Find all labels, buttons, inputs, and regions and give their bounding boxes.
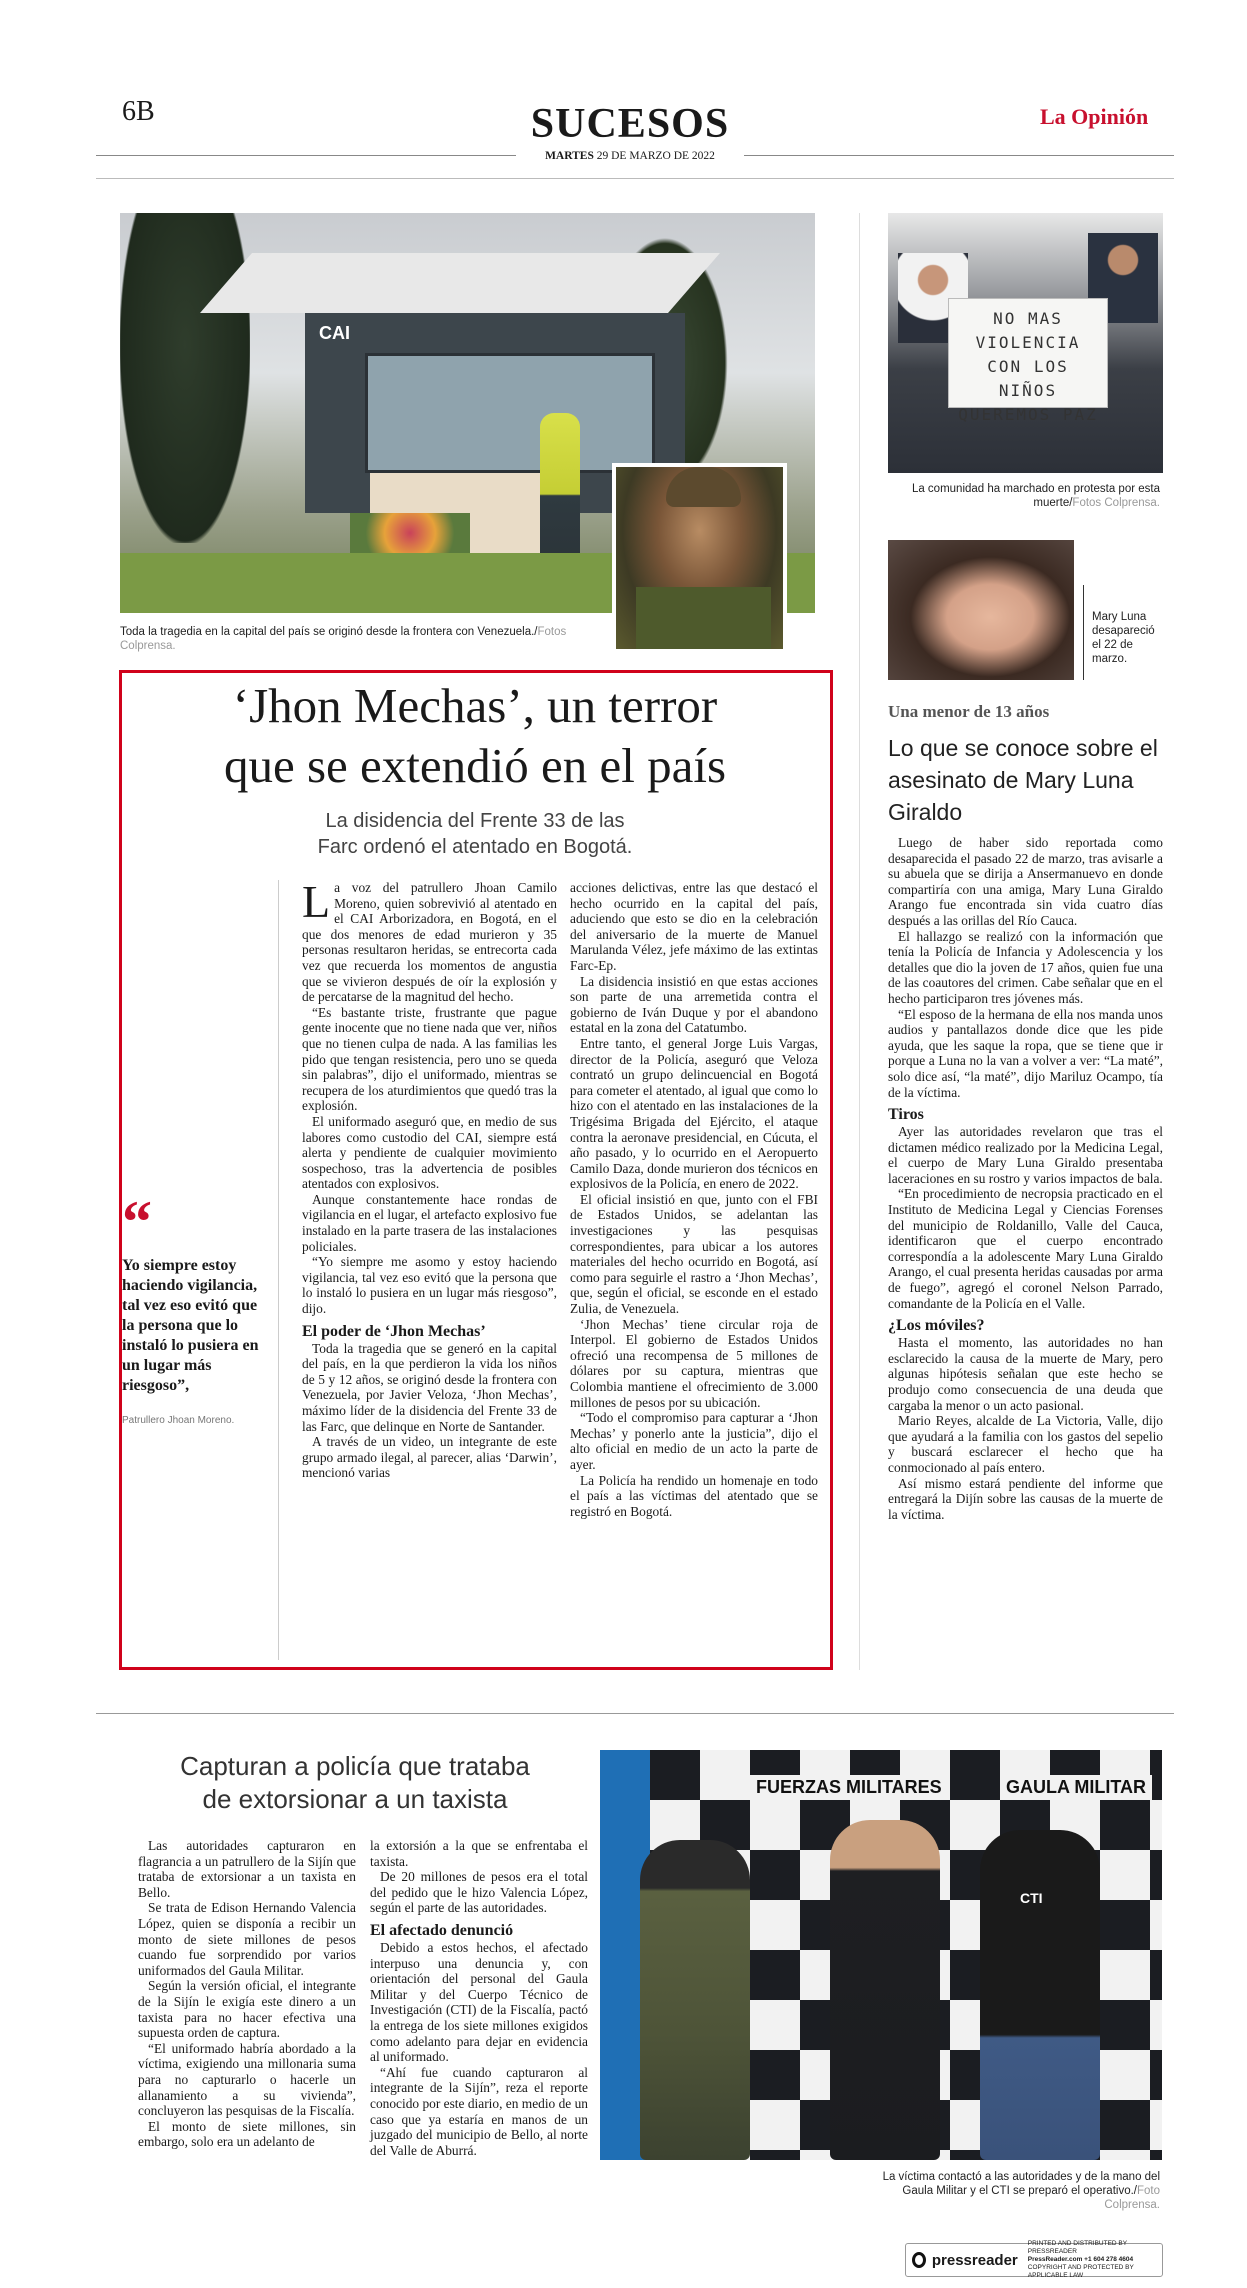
- bottom-col1-paragraph: Las autoridades capturaron en flagrancia a un patrullero de la Sijín que trataba de extorsionar a un taxista en Bello.: [138, 1838, 356, 1900]
- arrest-photo: [600, 1750, 1162, 2160]
- page-number: 6B: [122, 96, 155, 127]
- bottom-col1-paragraph: El monto de siete millones, sin embargo, solo era un adelanto de: [138, 2118, 356, 2150]
- header-rule-right: [744, 155, 1174, 156]
- bottom-col1-paragraph: Según la versión oficial, el integrante de la Sijín le exigía este dinero a un taxista para no hacer efectiva una supuesta orden de captura.: [138, 1978, 356, 2041]
- sidebar-kicker: Una menor de 13 años: [888, 702, 1050, 721]
- pull-quote: Yo siempre estoy haciendo vigilancia, tal vez eso evitó que la persona que lo instaló lo pusiera en un lugar más riesgoso”,: [122, 1257, 259, 1394]
- drop-cap: L: [302, 876, 331, 927]
- sidebar-paragraph: Mario Reyes, alcalde de La Victoria, Valle, dijo que ayudará a la familia con los gastos del sepelio y buscará esclarecer el hecho que ha conmocionado al país entero.: [888, 1413, 1163, 1475]
- date-day: MARTES: [545, 150, 594, 162]
- sidebar-subhead: ¿Los móviles?: [888, 1317, 985, 1335]
- main-col2-paragraph: La disidencia insistió en que estas acciones son parte de una arremetida contra el gobierno de Iván Duque y por el abandono estatal en la zona del Catatumbo.: [570, 973, 818, 1036]
- protest-caption: La comunidad ha marchado en protesta por esta muerte/Fotos Colprensa.: [911, 483, 1160, 509]
- portrait-caption: Mary Luna desapareció el 22 de marzo.: [1092, 611, 1155, 665]
- sidebar-divider: [859, 213, 860, 1670]
- sidebar-paragraph: Luego de haber sido reportada como desaparecida el pasado 22 de marzo, tras avisarle a su abuela que se dirija a Ansermanuevo en donde compartiría con una amiga, Mary Luna Giraldo Arango fue encontrada sin vida cuatro días después a las orillas del Río Cauca.: [888, 835, 1163, 928]
- sidebar-paragraph: Hasta el momento, las autoridades no han esclarecido la causa de la muerte de Mary, pero algunas hipótesis señalan que este hecho se produjo como consecuencia de una deuda que cargaba la menor o un acto pasional.: [888, 1335, 1163, 1413]
- sidebar-headline: Lo que se conoce sobre el asesinato de Mary Luna Giraldo: [888, 735, 1158, 825]
- quote-mark: “: [122, 1189, 152, 1255]
- cai-sign: CAI: [319, 323, 350, 343]
- sidebar-paragraph: “El esposo de la hermana de ella nos manda unos audios y pantallazos donde dice que les pide ayuda, que les saque la ropa, que se tiene que ir porque a Luna no la van a volver a ver: “La maté”, solo dice así, “la maté”, dijo Mariluz Ocampo, tía de la víctima.: [888, 1006, 1163, 1100]
- main-article-column-2: [570, 880, 818, 1519]
- header-rule-left: [96, 155, 516, 156]
- protest-sign: NO MAS VIOLENCIA CON LOS NIÑOS QUEREMOS PAZ: [948, 298, 1108, 408]
- main-col2-paragraph: acciones delictivas, entre las que destacó el hecho ocurrido en la capital del país, aduciendo que esto se dio en la celebración del aniversario de la muerte de Manuel Marulanda Vélez, jefe máximo de las extintas Farc-Ep.: [570, 880, 818, 973]
- sidebar-paragraph: El hallazgo se realizó con la información que tenía la Policía de Infancia y Adolescencia y los detalles que dio la joven de 17 años, quien fue una de las coautores del crimen. Cabe señalar que en el hecho participaron tres jóvenes más.: [888, 928, 1163, 1006]
- brand-logo: La Opinión: [1040, 104, 1149, 129]
- pressreader-info: PRINTED AND DISTRIBUTED BY PRESSREADER PressReader.com +1 604 278 4604 COPYRIGHT AND PROTECTED BY APPLICABLE LAW: [1027, 2240, 1134, 2279]
- main-col2-paragraph: La Policía ha rendido un homenaje en todo el país a las víctimas del atentado que se registró en Bogotá.: [570, 1472, 818, 1519]
- publication-date: [520, 150, 740, 162]
- main-col1-paragraph: A través de un video, un integrante de este grupo armado ilegal, al parecer, alias ‘Darwin’, mencionó varias: [302, 1434, 557, 1481]
- date-rest: 29 DE MARZO DE 2022: [596, 150, 715, 162]
- bottom-headline-line2: de extorsionar a un taxista: [202, 1784, 508, 1814]
- bottom-article-column-1: [138, 1838, 356, 2150]
- main-headline-line1: ‘Jhon Mechas’, un terror: [232, 678, 718, 733]
- cti-vest-label: CTI: [1020, 1890, 1043, 1906]
- protest-photo: [888, 213, 1163, 473]
- sidebar-paragraph: Ayer las autoridades revelaron que tras el dictamen médico realizado por la Medicina Legal, el cuerpo de Mary Luna Giraldo presentaba laceraciones en su rostro y varios impactos de bala.: [888, 1124, 1163, 1186]
- main-col1-paragraph: Aunque constantemente hace rondas de vigilancia en el lugar, el artefacto explosivo fue instalado en la parte trasera de las instalaciones policiales.: [302, 1191, 557, 1254]
- main-article-column-1: [302, 876, 557, 1481]
- main-col1-paragraph: a voz del patrullero Jhoan Camilo Moreno, quien sobrevivió al atentado en el CAI Arborizadora, en Bogotá, en el que dos menores de edad murieron y 35 personas resultaron heridas, se entrecorta cada vez que recuerda los momentos de angustia que se vivieron después de oír la explosión y de percatarse de la magnitud del hecho.: [302, 880, 557, 1005]
- mary-luna-portrait: [888, 540, 1074, 680]
- sidebar-paragraph: Así mismo estará pendiente del informe que entregará la Dijín sobre las causas de la muerte de la víctima.: [888, 1475, 1163, 1522]
- backdrop-text-2: GAULA MILITAR: [1000, 1775, 1152, 1800]
- main-col2-paragraph: “Todo el compromiso para capturar a ‘Jhon Mechas’ y ponerlo ante la justicia”, dijo el alto oficial en medio de un acto la parte de ayer.: [570, 1410, 818, 1472]
- main-deck: [125, 808, 825, 860]
- bottom-col1-paragraph: Se trata de Edison Hernando Valencia López, quien se disponía a recibir un monto de siete millones de pesos cuando fue sorprendido por varios uniformados del Gaula Militar.: [138, 1900, 356, 1978]
- sidebar-subhead: Tiros: [888, 1106, 924, 1124]
- main-col1-paragraph: “Es bastante triste, frustrante que pague gente inocente que no tiene nada que ver, niños que no tienen culpa de nada. A las familias les pido que tengan resistencia, pero uno se queda sin palabras”, dijo el uniformado, mientras se recupera de los aturdimientos que quedó tras la explosión.: [302, 1004, 557, 1114]
- header-rule-bottom: [96, 178, 1174, 179]
- section-rule: [96, 1713, 1174, 1714]
- backdrop-text: FUERZAS MILITARES: [750, 1775, 948, 1800]
- portrait-rule: [1083, 585, 1084, 680]
- main-col1-paragraph: Toda la tragedia que se generó en la capital del país, en la que perdieron la vida los niños de 5 y 12 años, se originó desde la frontera con Venezuela, por Javier Veloza, ‘Jhon Mechas’, máximo líder de la disidencia del Frente 33 de las Farc, que delinque en Norte de Santander.: [302, 1340, 557, 1434]
- main-deck-line1: La disidencia del Frente 33 de las: [325, 810, 625, 832]
- bottom-col2-paragraph: la extorsión a la que se enfrentaba el taxista.: [370, 1838, 588, 1869]
- bottom-col2-paragraph: “Ahí fue cuando capturaron al integrante de la Sijín”, reza el reporte conocido por este diario, en medio de un caso que ya estaría en manos de un juzgado del municipio de Bello, al norte del Valle de Aburrá.: [370, 2064, 588, 2158]
- main-deck-line2: Farc ordenó el atentado en Bogotá.: [317, 836, 633, 858]
- pressreader-badge[interactable]: [905, 2240, 1163, 2279]
- bottom-col2-paragraph: Debido a estos hechos, el afectado interpuso una denuncia y, con orientación del personal del Gaula Militar y del Cuerpo Técnico de Investigación (CTI) de la Fiscalía, pactó la entrega de los siete millones exigidos como adelanto para dejar en evidencia al uniformado.: [370, 1939, 588, 2065]
- bottom-col2-paragraph: De 20 millones de pesos era el total del pedido que le hizo Valencia López, según el parte de las autoridades.: [370, 1869, 588, 1916]
- pressreader-brand: pressreader: [931, 2251, 1018, 2269]
- pressreader-icon: [912, 2252, 926, 2268]
- main-col2-paragraph: El oficial insistió en que, junto con el FBI de Estados Unidos, se adelantan las investigaciones y las pesquisas correspondientes, para ubicar a los autores materiales del hecho ocurrido en Bogotá, así como para seguirle el rastro a ‘Jhon Mechas’, que, según el oficial, se esconde en el estado Zulia, de Venezuela.: [570, 1191, 818, 1317]
- section-title: SUCESOS: [530, 101, 730, 147]
- pull-quote-attribution: Patrullero Jhoan Moreno.: [122, 1415, 235, 1426]
- main-col2-paragraph: Entre tanto, el general Jorge Luis Vargas, director de la Policía, aseguró que Veloza contrató un grupo delincuencial en Bogotá para cometer el atentado, al igual que como lo hizo con el atentado en las instalaciones de la Trigésima Brigada del Ejército, el ataque contra la aeronave presidencial, en Cúcuta, el año pasado, y lo ocurrido en el Aeropuerto Camilo Daza, donde murieron dos técnicos en explosivos de la Policía, en enero de 2022.: [570, 1035, 818, 1192]
- bottom-col1-paragraph: “El uniformado habría abordado a la víctima, exigiendo una millonaria suma para no capturarlo o hacerle un allanamiento a su vivienda”, concluyeron las pesquisas de la Fiscalía.: [138, 2040, 356, 2119]
- main-headline-line2: que se extendió en el país: [223, 738, 727, 793]
- bottom-headline-line1: Capturan a policía que trataba: [180, 1751, 530, 1781]
- bottom-subhead: El afectado denunció: [370, 1921, 514, 1939]
- main-subhead: El poder de ‘Jhon Mechas’: [302, 1322, 486, 1340]
- column-divider: [278, 880, 279, 1660]
- arrest-photo-caption: La víctima contactó a las autoridades y de la mano del Gaula Militar y el CTI se preparó el operativo./Foto Colprensa.: [882, 2171, 1160, 2211]
- main-headline: [125, 676, 825, 796]
- jhon-mechas-inset-photo: [612, 463, 787, 653]
- sidebar-body: [888, 835, 1163, 1522]
- bottom-headline: [130, 1750, 580, 1816]
- sidebar-paragraph: “En procedimiento de necropsia practicado en el Instituto de Medicina Legal y Ciencias Forenses del municipio de Roldanillo, Valle del Cauca, identificaron que el cuerpo encontrado correspondía a la adolescente Mary Luna Giraldo Arango, el cual presenta heridas causadas por arma de fuego”, agregó el coronel Nelson Parrado, comandante de la Policía en el Valle.: [888, 1186, 1163, 1311]
- main-col1-paragraph: “Yo siempre me asomo y estoy haciendo vigilancia, tal vez eso evitó que la persona que lo instaló lo pusiera en un lugar más riesgoso”, dijo.: [302, 1254, 557, 1317]
- main-col2-paragraph: ‘Jhon Mechas’ tiene circular roja de Interpol. El gobierno de Estados Unidos ofreció una recompensa de 5 millones de dólares por su captura, mientras que Colombia mantiene el ofrecimiento de 3.000 millones de pesos por su ubicación.: [570, 1316, 818, 1410]
- main-col1-paragraph: El uniformado aseguró que, en medio de sus labores como custodio del CAI, siempre está alerta y pendiente de cualquier movimiento sospechoso, tras la advertencia de posibles atentados con explosivos.: [302, 1113, 557, 1192]
- top-photo-caption: Toda la tragedia en la capital del país se originó desde la frontera con Venezuela./Fotos Colprensa.: [120, 626, 567, 652]
- bottom-article-column-2: [370, 1838, 588, 2158]
